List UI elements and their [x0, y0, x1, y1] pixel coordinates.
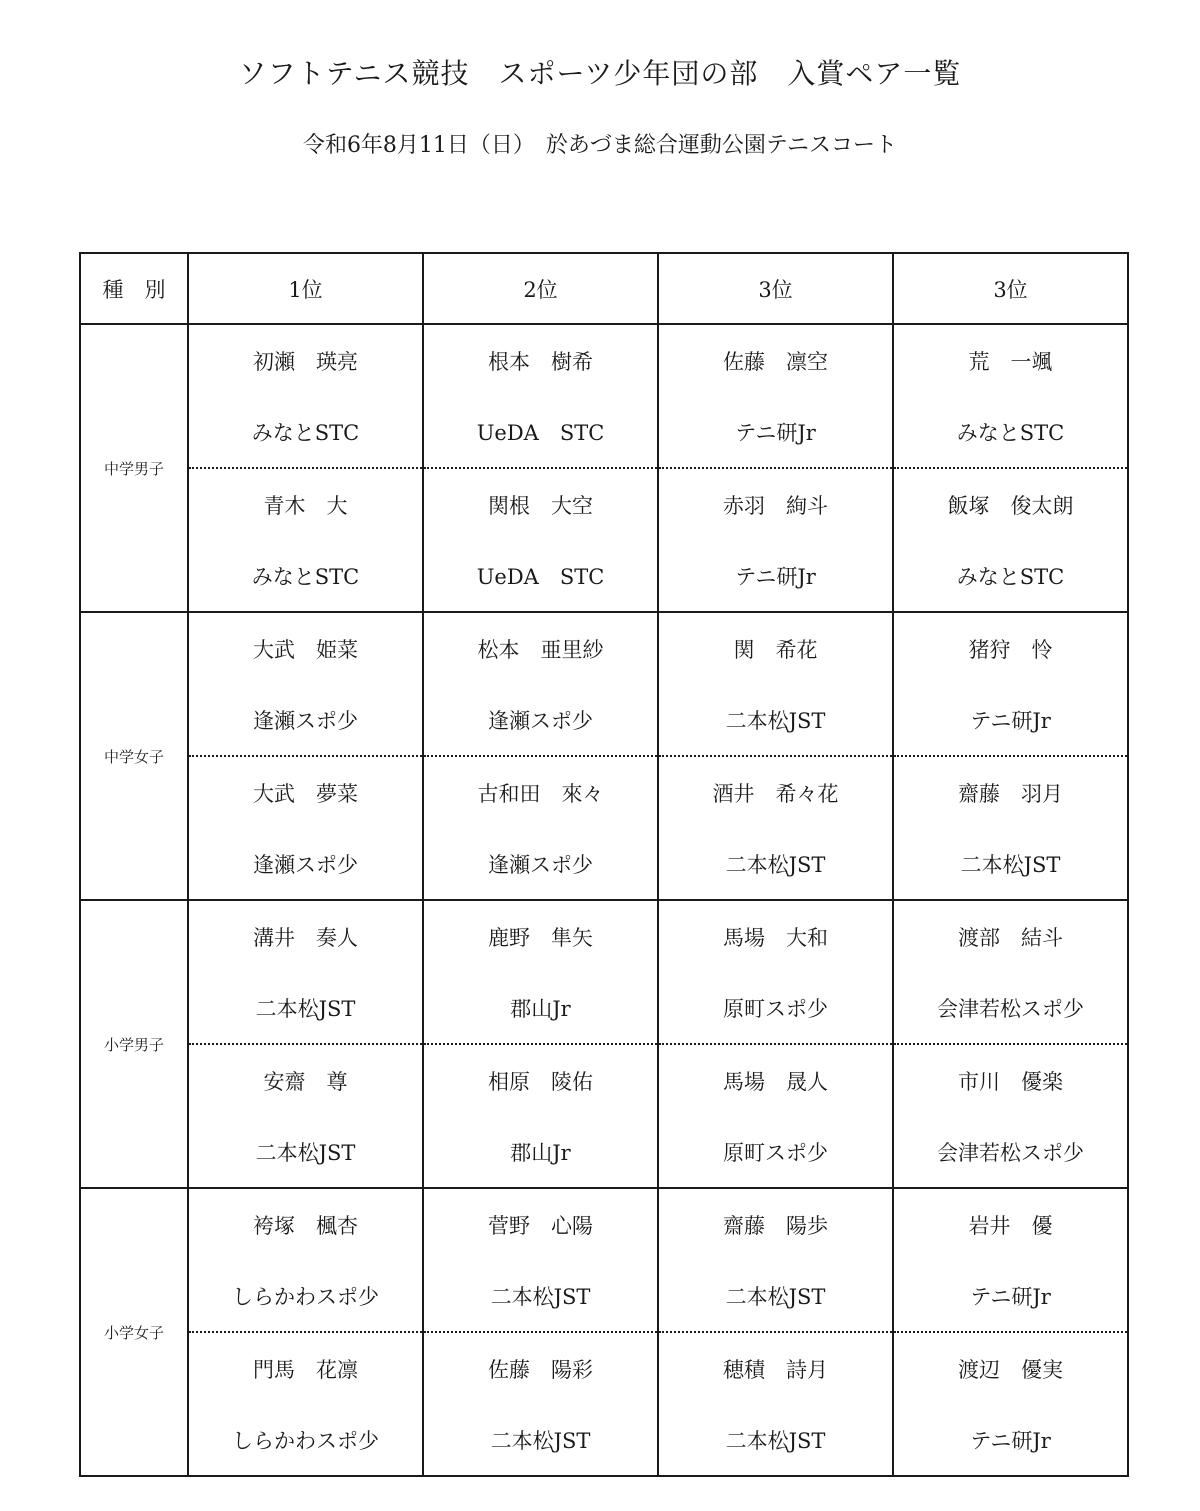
team-name-1st: 二本松JST [188, 1116, 423, 1188]
team-name-3rd-a: 二本松JST [658, 828, 893, 900]
player-row [80, 1044, 1128, 1116]
player-name-3rd-a: 関 希花 [658, 612, 893, 684]
team-name-2nd: UeDA STC [423, 396, 658, 468]
column-header-3rd-a: 3位 [658, 253, 893, 324]
player-name-3rd-b: 岩井 優 [893, 1188, 1128, 1260]
results-table [79, 252, 1129, 1477]
player-name-2nd: 松本 亜里紗 [423, 612, 658, 684]
player-name-3rd-b: 飯塚 俊太朗 [893, 468, 1128, 540]
team-name-2nd: UeDA STC [423, 540, 658, 612]
player-name-3rd-a: 穂積 詩月 [658, 1332, 893, 1404]
player-row [80, 324, 1128, 396]
table-header [80, 253, 1128, 324]
player-name-2nd: 佐藤 陽彩 [423, 1332, 658, 1404]
team-name-3rd-b: みなとSTC [893, 396, 1128, 468]
column-header-2nd: 2位 [423, 253, 658, 324]
team-name-1st: しらかわスポ少 [188, 1404, 423, 1476]
column-header-category: 種 別 [80, 253, 188, 324]
player-name-3rd-b: 齋藤 羽月 [893, 756, 1128, 828]
team-name-3rd-a: 原町スポ少 [658, 1116, 893, 1188]
team-name-1st: 二本松JST [188, 972, 423, 1044]
team-name-3rd-a: 二本松JST [658, 1404, 893, 1476]
team-row [80, 684, 1128, 756]
team-name-3rd-b: テニ研Jr [893, 1404, 1128, 1476]
player-name-3rd-b: 渡部 結斗 [893, 900, 1128, 972]
team-row [80, 972, 1128, 1044]
team-name-3rd-a: テニ研Jr [658, 540, 893, 612]
player-name-1st: 初瀬 瑛亮 [188, 324, 423, 396]
page-title: ソフトテニス競技 スポーツ少年団の部 入賞ペア一覧 [238, 57, 962, 90]
team-row [80, 828, 1128, 900]
player-name-2nd: 根本 樹希 [423, 324, 658, 396]
team-name-2nd: 郡山Jr [423, 972, 658, 1044]
category-label: 中学女子 [80, 612, 188, 900]
player-name-2nd: 鹿野 隼矢 [423, 900, 658, 972]
team-name-2nd: 二本松JST [423, 1260, 658, 1332]
header-row [80, 253, 1128, 324]
player-row [80, 756, 1128, 828]
team-name-3rd-b: 会津若松スポ少 [893, 972, 1128, 1044]
team-row [80, 1116, 1128, 1188]
team-name-1st: しらかわスポ少 [188, 1260, 423, 1332]
team-name-3rd-a: 二本松JST [658, 1260, 893, 1332]
team-name-2nd: 郡山Jr [423, 1116, 658, 1188]
player-name-3rd-b: 市川 優楽 [893, 1044, 1128, 1116]
player-row [80, 1332, 1128, 1404]
player-name-3rd-b: 猪狩 怜 [893, 612, 1128, 684]
player-name-1st: 溝井 奏人 [188, 900, 423, 972]
player-name-1st: 袴塚 楓杏 [188, 1188, 423, 1260]
team-name-1st: 逢瀬スポ少 [188, 684, 423, 756]
player-name-2nd: 関根 大空 [423, 468, 658, 540]
player-name-2nd: 相原 陵佑 [423, 1044, 658, 1116]
category-label: 中学男子 [80, 324, 188, 612]
player-name-3rd-a: 佐藤 凛空 [658, 324, 893, 396]
team-name-3rd-b: テニ研Jr [893, 684, 1128, 756]
team-name-3rd-a: 二本松JST [658, 684, 893, 756]
category-label: 小学男子 [80, 900, 188, 1188]
player-name-1st: 大武 姫菜 [188, 612, 423, 684]
team-row [80, 540, 1128, 612]
player-row [80, 900, 1128, 972]
team-name-2nd: 逢瀬スポ少 [423, 684, 658, 756]
player-name-2nd: 古和田 來々 [423, 756, 658, 828]
team-name-2nd: 逢瀬スポ少 [423, 828, 658, 900]
team-name-1st: 逢瀬スポ少 [188, 828, 423, 900]
player-name-3rd-b: 荒 一颯 [893, 324, 1128, 396]
table-body [80, 324, 1128, 1476]
player-name-1st: 大武 夢菜 [188, 756, 423, 828]
team-name-3rd-b: 二本松JST [893, 828, 1128, 900]
column-header-3rd-b: 3位 [893, 253, 1128, 324]
player-name-3rd-a: 酒井 希々花 [658, 756, 893, 828]
team-name-3rd-b: テニ研Jr [893, 1260, 1128, 1332]
player-name-3rd-a: 馬場 大和 [658, 900, 893, 972]
team-name-3rd-b: 会津若松スポ少 [893, 1116, 1128, 1188]
player-name-1st: 門馬 花凛 [188, 1332, 423, 1404]
team-name-1st: みなとSTC [188, 396, 423, 468]
team-name-3rd-a: テニ研Jr [658, 396, 893, 468]
player-name-1st: 青木 大 [188, 468, 423, 540]
player-name-3rd-a: 馬場 晟人 [658, 1044, 893, 1116]
category-label: 小学女子 [80, 1188, 188, 1476]
player-name-3rd-b: 渡辺 優実 [893, 1332, 1128, 1404]
player-row [80, 468, 1128, 540]
page-subtitle: 令和6年8月11日（日） 於あづま総合運動公園テニスコート [302, 133, 898, 158]
team-name-1st: みなとSTC [188, 540, 423, 612]
player-row [80, 1188, 1128, 1260]
player-row [80, 612, 1128, 684]
team-name-2nd: 二本松JST [423, 1404, 658, 1476]
player-name-2nd: 菅野 心陽 [423, 1188, 658, 1260]
player-name-3rd-a: 赤羽 絢斗 [658, 468, 893, 540]
column-header-1st: 1位 [188, 253, 423, 324]
team-name-3rd-a: 原町スポ少 [658, 972, 893, 1044]
team-name-3rd-b: みなとSTC [893, 540, 1128, 612]
team-row [80, 1260, 1128, 1332]
team-row [80, 1404, 1128, 1476]
player-name-3rd-a: 齋藤 陽歩 [658, 1188, 893, 1260]
team-row [80, 396, 1128, 468]
player-name-1st: 安齋 尊 [188, 1044, 423, 1116]
